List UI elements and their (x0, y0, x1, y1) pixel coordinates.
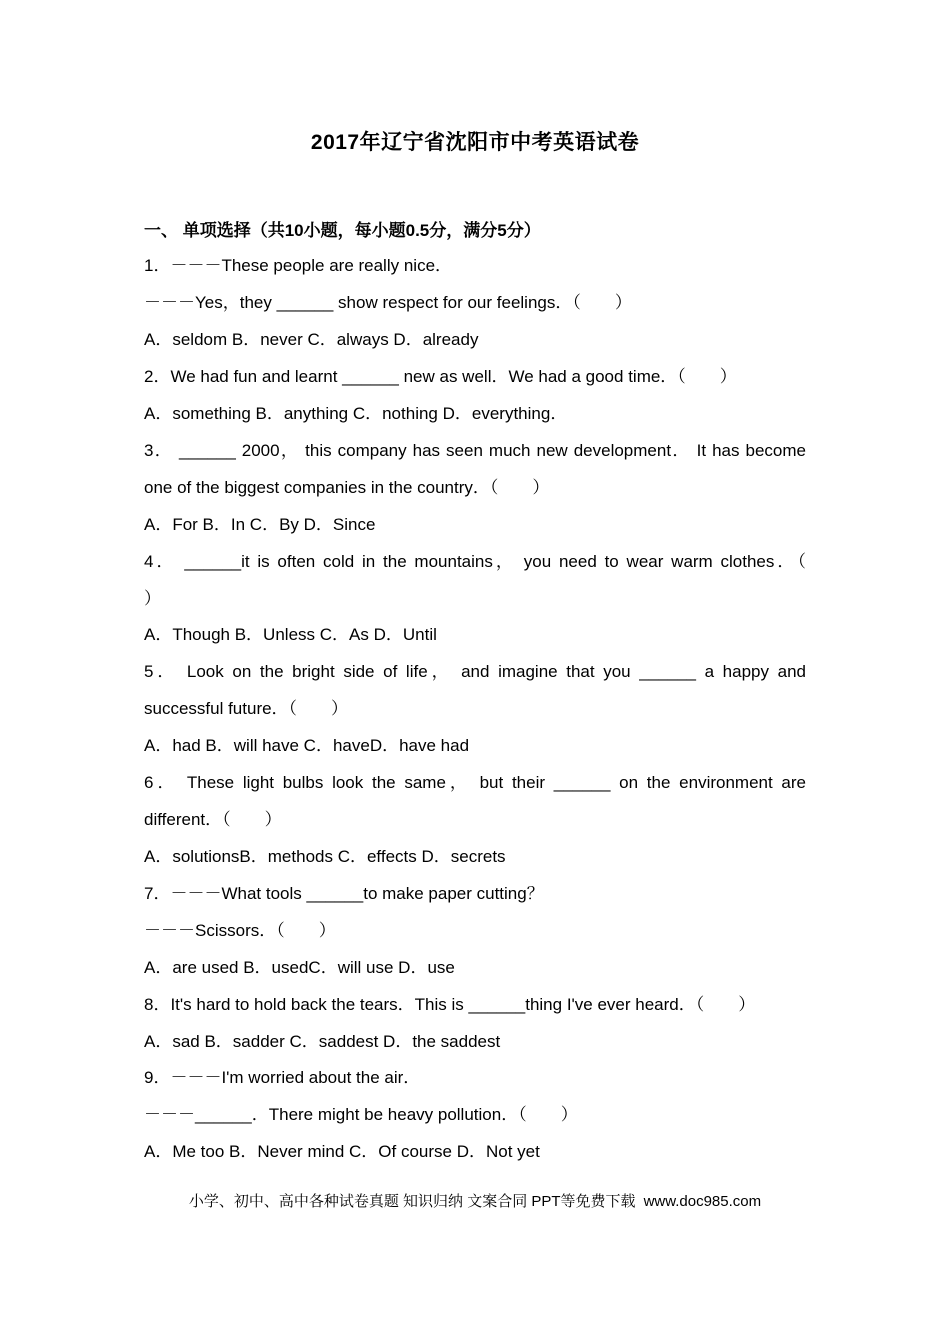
question-line: 7．－－－What tools ______to make paper cutting？ (144, 884, 544, 903)
question-line: successful future．（ ） (144, 699, 349, 718)
question-line: －－－Scissors．（ ） (144, 921, 336, 940)
question-line: －－－Yes，they ______ show respect for our feelings．（ ） (144, 293, 632, 312)
question-line: 8．It's hard to hold back the tears．This is ______thing I've ever heard．（ ） (144, 995, 756, 1014)
question-line: 1．－－－These people are really nice． (144, 256, 453, 275)
options-line: A．are used B．usedC．will use D．use (144, 958, 455, 977)
question-line: 3． ______ 2000， this company has seen much new development． It has become (144, 441, 806, 460)
options-line: A．For B．In C．By D．Since (144, 515, 376, 534)
options-line: A．had B．will have C．haveD．have had (144, 736, 470, 755)
footer-text: 小学、初中、高中各种试卷真题 知识归纳 文案合同 PPT等免费下载 (188, 1193, 636, 1210)
question-line: 2．We had fun and learnt ______ new as well．We had a good time．（ ） (144, 367, 737, 386)
question-line: －－－______．There might be heavy pollution．（ ） (144, 1105, 578, 1124)
question-line: 6． These light bulbs look the same， but their ______ on the environment are (144, 773, 806, 792)
options-line: A．something B．anything C．nothing D．everything． (144, 404, 568, 423)
section-heading: 一、 单项选择（共10小题，每小题0.5分，满分5分） (144, 221, 541, 240)
footer-site-link[interactable]: www.doc985.com (643, 1193, 762, 1210)
question-line: one of the biggest companies in the country．（ ） (144, 478, 550, 497)
question-line: different．（ ） (144, 810, 282, 829)
question-line: 4． ______it is often cold in the mountains， you need to wear warm clothes．（ (144, 552, 806, 571)
question-line: 5． Look on the bright side of life， and imagine that you ______ a happy and (144, 662, 806, 681)
options-line: A．Me too B．Never mind C．Of course D．Not yet (144, 1142, 540, 1161)
question-line: 9．－－－I'm worried about the air． (144, 1068, 421, 1087)
question-line: ） (144, 589, 161, 608)
options-line: A．sad B．sadder C．saddest D．the saddest (144, 1032, 501, 1051)
options-line: A．seldom B．never C．always D．already (144, 330, 479, 349)
page-footer (0, 1190, 950, 1211)
options-line: A．Though B．Unless C．As D．Until (144, 625, 437, 644)
options-line: A．solutionsB．methods C．effects D．secrets (144, 847, 506, 866)
page-title: 2017年辽宁省沈阳市中考英语试卷 (310, 131, 640, 154)
